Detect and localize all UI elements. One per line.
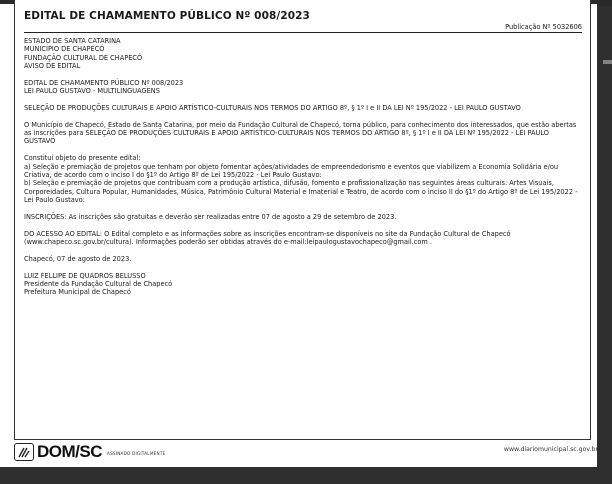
edital-line: EDITAL DE CHAMAMENTO PÚBLICO Nº 008/2023	[24, 78, 184, 87]
website-link[interactable]: www.diariomunicipal.sc.gov.br	[503, 446, 598, 453]
objeto-b: b) Seleção e premiação de projetos que contribuam com a produção artística, difusão, fomento e profissionalização nas seguintes áreas culturais: Artes Visuais, Corporeidades, Cultura Popular, Humanidades, Música, Patrimônio Cultural Material e Imaterial e Teatro, de acordo com o inciso II do §1º do Artigo 8º de Lei 195/2022 - Lei Paulo Gustavo:	[24, 179, 578, 204]
header-line: ESTADO DE SANTA CATARINA	[24, 37, 121, 45]
signature-role: Presidente da Fundação Cultural de Chapecó	[24, 279, 173, 288]
objeto-a: a) Seleção e premiação de projetos que tenham por objeto fomentar ações/atividades de empreendedorismo e eventos que viabilizem a Economia Solidária e/ou Criativa, de acordo com o inciso I do §1º do Artigo 8º de Lei 195/2022 - Lei Paulo Gustavo:	[24, 162, 559, 179]
edital-line: LEI PAULO GUSTAVO - MULTILINGUAGENS	[24, 87, 160, 96]
date-line: Chapecó, 07 de agosto de 2023.	[24, 254, 132, 263]
logo-subtitle: ASSINADO DIGITALMENTE	[107, 451, 166, 456]
domsc-logo-icon	[14, 443, 34, 461]
document-title: EDITAL DE CHAMAMENTO PÚBLICO Nº 008/2023	[24, 10, 310, 22]
acesso-paragraph: DO ACESSO AO EDITAL: O Edital completo e as informações sobre as inscrições encontram-se disponíveis no site da Fundação Cultural de Chapecó (www.chapeco.sc.gov.br/cultura). Informações poderão ser obtidas através do e-mail:leipaulogustavochapeco@gmail.com .	[24, 229, 511, 246]
objeto-title: Constitui objeto do presente edital:	[24, 154, 141, 163]
logo-text: DOM/SC	[37, 442, 102, 461]
domsc-logo	[14, 441, 165, 463]
publication-box	[14, 0, 591, 440]
inscricoes-paragraph: INSCRIÇÕES: As inscrições são gratuitas e deverão ser realizadas entre 07 de agosto a 29 de setembro de 2023.	[24, 212, 397, 221]
title-divider	[24, 32, 582, 33]
selecao-paragraph: SELEÇÃO DE PRODUÇÕES CULTURAIS E APOIO ARTÍSTICO-CULTURAIS NOS TERMOS DO ARTIGO 8º, § 1º I e II DA LEI Nº 195/2022 - LEI PAULO GUSTAVO	[24, 103, 521, 112]
document-body	[24, 37, 580, 297]
intro-paragraph: O Município de Chapecó, Estado de Santa Catarina, por meio da Fundação Cultural de Chapecó, torna público, para conhecimento dos interessados, que estão abertas as inscrições para SELEÇÃO DE PRODUÇÕES CULTURAIS E APOIO ARTÍSTICO-CULTURAIS NOS TERMOS DO ARTIGO 8º, § 1º I e II DA LEI Nº 195/2022 - LEI PAULO GUSTAVO	[24, 120, 577, 146]
header-line: AVISO DE EDITAL	[24, 61, 81, 70]
signature-name: LUIZ FELLIPE DE QUADROS BELUSSO	[24, 271, 146, 280]
document-page	[0, 4, 597, 467]
viewer-side-marker	[603, 60, 612, 64]
publication-number: Publicação Nº 5032606	[505, 23, 582, 31]
signature-org: Prefeitura Municipal de Chapecó	[24, 288, 131, 297]
header-line: FUNDAÇÃO CULTURAL DE CHAPECÓ	[24, 53, 143, 62]
feather-icon	[17, 446, 31, 458]
header-line: MUNICÍPIO DE CHAPECÓ	[24, 45, 105, 54]
